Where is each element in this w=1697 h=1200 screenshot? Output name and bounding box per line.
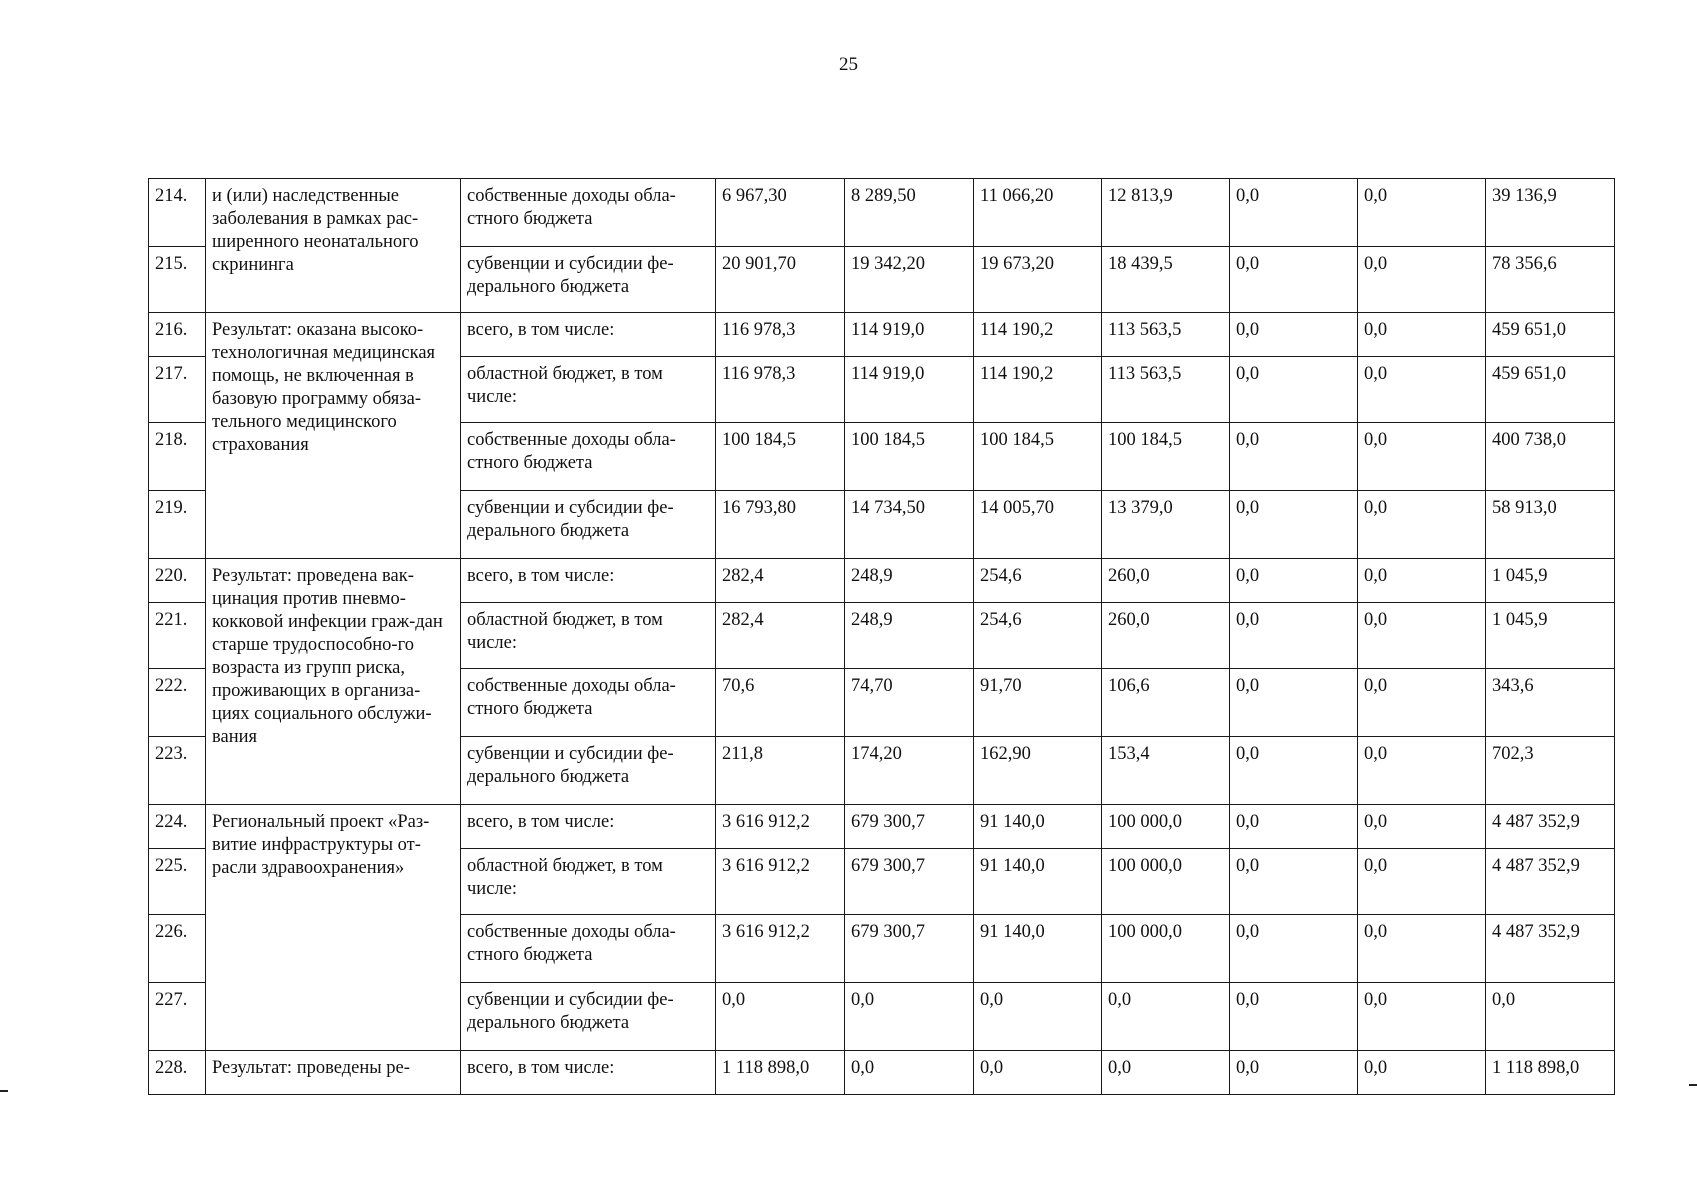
row-number: 215.	[149, 247, 206, 313]
value-cell: 0,0	[974, 983, 1102, 1051]
row-number: 228.	[149, 1051, 206, 1095]
total-cell: 702,3	[1486, 737, 1615, 805]
funding-source: собственные доходы обла-стного бюджета	[461, 423, 716, 491]
value-cell: 70,6	[716, 669, 845, 737]
row-number: 224.	[149, 805, 206, 849]
table-row	[149, 179, 1615, 247]
value-cell: 3 616 912,2	[716, 849, 845, 915]
funding-source: областной бюджет, в том числе:	[461, 603, 716, 669]
funding-source: собственные доходы обла-стного бюджета	[461, 915, 716, 983]
total-cell: 343,6	[1486, 669, 1615, 737]
value-cell: 174,20	[845, 737, 974, 805]
value-cell: 8 289,50	[845, 179, 974, 247]
value-cell: 153,4	[1102, 737, 1230, 805]
funding-source: всего, в том числе:	[461, 1051, 716, 1095]
value-cell: 0,0	[1358, 669, 1486, 737]
total-cell: 58 913,0	[1486, 491, 1615, 559]
value-cell: 91,70	[974, 669, 1102, 737]
value-cell: 0,0	[1358, 357, 1486, 423]
value-cell: 248,9	[845, 603, 974, 669]
row-description: Региональный проект «Раз-витие инфраструктуры от-расли здравоохранения»	[206, 805, 461, 1051]
value-cell: 114 919,0	[845, 313, 974, 357]
value-cell: 0,0	[1358, 983, 1486, 1051]
value-cell: 19 673,20	[974, 247, 1102, 313]
value-cell: 0,0	[1230, 669, 1358, 737]
row-number: 222.	[149, 669, 206, 737]
value-cell: 91 140,0	[974, 805, 1102, 849]
value-cell: 3 616 912,2	[716, 805, 845, 849]
total-cell: 459 651,0	[1486, 313, 1615, 357]
value-cell: 0,0	[1230, 559, 1358, 603]
value-cell: 100 184,5	[974, 423, 1102, 491]
value-cell: 0,0	[716, 983, 845, 1051]
row-number: 226.	[149, 915, 206, 983]
value-cell: 0,0	[1230, 1051, 1358, 1095]
value-cell: 0,0	[1230, 423, 1358, 491]
funding-source: всего, в том числе:	[461, 559, 716, 603]
value-cell: 282,4	[716, 559, 845, 603]
value-cell: 260,0	[1102, 559, 1230, 603]
row-number: 220.	[149, 559, 206, 603]
value-cell: 679 300,7	[845, 805, 974, 849]
value-cell: 0,0	[845, 1051, 974, 1095]
total-cell: 400 738,0	[1486, 423, 1615, 491]
value-cell: 100 000,0	[1102, 915, 1230, 983]
value-cell: 12 813,9	[1102, 179, 1230, 247]
value-cell: 100 184,5	[1102, 423, 1230, 491]
total-cell: 39 136,9	[1486, 179, 1615, 247]
row-number: 225.	[149, 849, 206, 915]
row-number: 218.	[149, 423, 206, 491]
funding-source: субвенции и субсидии фе-дерального бюджета	[461, 983, 716, 1051]
row-number: 217.	[149, 357, 206, 423]
value-cell: 100 000,0	[1102, 805, 1230, 849]
total-cell: 459 651,0	[1486, 357, 1615, 423]
total-cell: 0,0	[1486, 983, 1615, 1051]
page-edge-mark	[1689, 1084, 1697, 1086]
value-cell: 0,0	[1358, 737, 1486, 805]
value-cell: 0,0	[1358, 603, 1486, 669]
funding-source: субвенции и субсидии фе-дерального бюджета	[461, 737, 716, 805]
page-edge-mark	[0, 1090, 8, 1092]
value-cell: 0,0	[1230, 849, 1358, 915]
table-row	[149, 313, 1615, 357]
table-row	[149, 1051, 1615, 1095]
value-cell: 14 734,50	[845, 491, 974, 559]
row-description: Результат: проведена вак-цинация против пневмо-кокковой инфекции граж-дан старше трудоспособно-го возраста из групп риска, проживающих в организа-циях социального обслужи-вания	[206, 559, 461, 805]
value-cell: 91 140,0	[974, 849, 1102, 915]
page-number: 25	[839, 54, 858, 75]
value-cell: 113 563,5	[1102, 313, 1230, 357]
value-cell: 0,0	[1358, 849, 1486, 915]
value-cell: 74,70	[845, 669, 974, 737]
value-cell: 0,0	[1230, 805, 1358, 849]
row-number: 214.	[149, 179, 206, 247]
value-cell: 162,90	[974, 737, 1102, 805]
total-cell: 4 487 352,9	[1486, 849, 1615, 915]
value-cell: 91 140,0	[974, 915, 1102, 983]
value-cell: 1 118 898,0	[716, 1051, 845, 1095]
funding-source: субвенции и субсидии фе-дерального бюджета	[461, 247, 716, 313]
value-cell: 0,0	[1358, 559, 1486, 603]
value-cell: 18 439,5	[1102, 247, 1230, 313]
value-cell: 254,6	[974, 559, 1102, 603]
funding-source: субвенции и субсидии фе-дерального бюджета	[461, 491, 716, 559]
value-cell: 0,0	[1358, 313, 1486, 357]
row-number: 221.	[149, 603, 206, 669]
value-cell: 282,4	[716, 603, 845, 669]
value-cell: 0,0	[1230, 313, 1358, 357]
value-cell: 16 793,80	[716, 491, 845, 559]
funding-source: всего, в том числе:	[461, 313, 716, 357]
value-cell: 20 901,70	[716, 247, 845, 313]
value-cell: 0,0	[1230, 915, 1358, 983]
funding-source: всего, в том числе:	[461, 805, 716, 849]
total-cell: 78 356,6	[1486, 247, 1615, 313]
value-cell: 114 919,0	[845, 357, 974, 423]
value-cell: 0,0	[1358, 1051, 1486, 1095]
budget-table	[148, 178, 1615, 1095]
total-cell: 1 045,9	[1486, 603, 1615, 669]
value-cell: 0,0	[1102, 1051, 1230, 1095]
total-cell: 4 487 352,9	[1486, 915, 1615, 983]
value-cell: 113 563,5	[1102, 357, 1230, 423]
funding-source: собственные доходы обла-стного бюджета	[461, 179, 716, 247]
value-cell: 0,0	[1230, 983, 1358, 1051]
row-description: и (или) наследственные заболевания в рамках рас-ширенного неонатального скрининга	[206, 179, 461, 313]
value-cell: 0,0	[1230, 357, 1358, 423]
value-cell: 0,0	[1358, 491, 1486, 559]
value-cell: 116 978,3	[716, 313, 845, 357]
value-cell: 114 190,2	[974, 313, 1102, 357]
value-cell: 100 184,5	[845, 423, 974, 491]
value-cell: 211,8	[716, 737, 845, 805]
value-cell: 0,0	[1230, 491, 1358, 559]
value-cell: 0,0	[1358, 805, 1486, 849]
row-description: Результат: оказана высоко-технологичная медицинская помощь, не включенная в базовую программу обяза-тельного медицинского страхования	[206, 313, 461, 559]
value-cell: 6 967,30	[716, 179, 845, 247]
table-row	[149, 559, 1615, 603]
value-cell: 0,0	[1230, 179, 1358, 247]
funding-source: собственные доходы обла-стного бюджета	[461, 669, 716, 737]
value-cell: 0,0	[1358, 915, 1486, 983]
value-cell: 254,6	[974, 603, 1102, 669]
value-cell: 19 342,20	[845, 247, 974, 313]
row-number: 223.	[149, 737, 206, 805]
value-cell: 100 000,0	[1102, 849, 1230, 915]
value-cell: 3 616 912,2	[716, 915, 845, 983]
total-cell: 1 045,9	[1486, 559, 1615, 603]
table-row	[149, 805, 1615, 849]
value-cell: 679 300,7	[845, 849, 974, 915]
value-cell: 0,0	[974, 1051, 1102, 1095]
value-cell: 0,0	[1230, 737, 1358, 805]
value-cell: 0,0	[1358, 247, 1486, 313]
value-cell: 679 300,7	[845, 915, 974, 983]
value-cell: 11 066,20	[974, 179, 1102, 247]
value-cell: 106,6	[1102, 669, 1230, 737]
value-cell: 114 190,2	[974, 357, 1102, 423]
total-cell: 4 487 352,9	[1486, 805, 1615, 849]
value-cell: 0,0	[1358, 179, 1486, 247]
row-number: 227.	[149, 983, 206, 1051]
row-number: 216.	[149, 313, 206, 357]
value-cell: 260,0	[1102, 603, 1230, 669]
row-number: 219.	[149, 491, 206, 559]
value-cell: 13 379,0	[1102, 491, 1230, 559]
value-cell: 248,9	[845, 559, 974, 603]
value-cell: 0,0	[1230, 603, 1358, 669]
funding-source: областной бюджет, в том числе:	[461, 849, 716, 915]
value-cell: 0,0	[1358, 423, 1486, 491]
value-cell: 116 978,3	[716, 357, 845, 423]
value-cell: 14 005,70	[974, 491, 1102, 559]
value-cell: 100 184,5	[716, 423, 845, 491]
funding-source: областной бюджет, в том числе:	[461, 357, 716, 423]
table-body	[149, 179, 1615, 1095]
row-description: Результат: проведены ре-	[206, 1051, 461, 1095]
value-cell: 0,0	[1102, 983, 1230, 1051]
value-cell: 0,0	[845, 983, 974, 1051]
value-cell: 0,0	[1230, 247, 1358, 313]
total-cell: 1 118 898,0	[1486, 1051, 1615, 1095]
